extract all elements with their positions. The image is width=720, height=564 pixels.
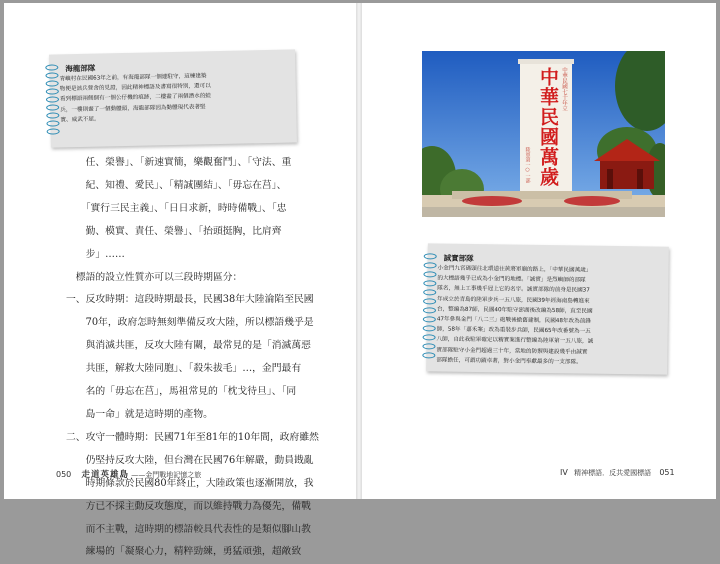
spiral-ring-icon	[423, 298, 436, 304]
body-line: 島一命」就是這時期的產物。	[66, 408, 213, 420]
note-title: 海龍部隊	[65, 63, 96, 74]
note-line: 實部隊駐守小金門超過三十年，當地的防禦與建設幾乎由誠實	[436, 347, 588, 356]
spiral-ring-icon	[45, 72, 58, 78]
note-line: 青嶼村在民國63年之前，有海龍部隊一個連駐守，這棟建築	[59, 73, 207, 83]
note-line: 看到標語兩側個有一個公仔機的痕跡，二樓畫了兩個潛水的蛙	[59, 93, 212, 103]
body-line: 二、攻守一體時期：民國71年至81年的10年間，政府雖然	[66, 431, 319, 443]
spiral-ring-icon	[46, 88, 59, 94]
note-line: 物便是該兵營舍的見證，因此精神標語及書寫很特別，還可以	[59, 83, 211, 93]
body-line: 共匪，解救大陸同胞」、「殺朱拔毛」…，金門最有	[66, 363, 302, 375]
spiral-ring-icon	[46, 112, 59, 118]
spiral-ring-icon	[423, 325, 436, 331]
sidebar-note-chengshi	[426, 243, 669, 374]
monument-photo	[422, 51, 665, 217]
spiral-ring-icon	[424, 253, 437, 259]
section-title: 精神標語．反共愛國標語	[574, 469, 652, 477]
spiral-ring-icon	[422, 352, 435, 358]
spiral-ring-icon	[46, 96, 59, 102]
body-line: 仍堅持反攻大陸，但台灣在民國76年解嚴，動員戡亂	[66, 454, 314, 466]
body-line: 標語的設立性質亦可以三段時期區分：	[66, 271, 243, 283]
body-line: 一、反攻時期：這段時期最長，民國38年大陸淪陷至民國	[66, 294, 314, 306]
body-line: 任、榮譽」、「新速實簡，樂觀奮鬥」、「守法、重	[66, 157, 292, 168]
note-line: 台，整編為87師，民國40年駐守澎湖後改編為58師，直至民國	[436, 306, 593, 315]
note-line: 年成立於青島的陸軍步兵一五八旅，民國39年經海南島轉進來	[437, 296, 590, 305]
sidebar-note-hailong	[49, 49, 297, 147]
spiral-ring-icon	[46, 120, 59, 126]
spiral-ring-icon	[423, 334, 436, 340]
spiral-ring-icon	[423, 289, 436, 295]
spiral-ring-icon	[46, 80, 59, 86]
spiral-ring-icon	[46, 104, 59, 110]
note-line: 隊名，無上工事幾乎冠上它的名字。誠實部隊的前身是民國37	[437, 285, 590, 294]
body-text	[66, 152, 319, 564]
note-title: 誠實部隊	[443, 253, 474, 263]
note-text	[59, 70, 292, 126]
left-footer	[56, 468, 201, 480]
book-subtitle: ——金門戰地記憶之旅	[131, 471, 202, 479]
right-footer	[560, 468, 675, 478]
note-line: 部隊擔任，可謂功蹟卓著，對小金門奉獻最多的一支部隊。	[436, 357, 582, 366]
body-line: 「實行三民主義」、「日日求新，時時備戰」、「忠	[66, 202, 287, 214]
note-line: 八師，自此我駐軍確定以精實案進行整編為陸軍第一五八旅，誠	[436, 336, 594, 346]
body-line: 方已不採主動反攻態度，而以維持戰力為優先，備戰	[66, 500, 311, 512]
book-spine	[356, 3, 362, 499]
spiral-ring-icon	[47, 128, 60, 134]
book-title: 走道英雄島	[81, 470, 130, 480]
note-line: 47年參與金門「八二三」砲戰後撤舊建制，民國48年改為前鋒	[436, 316, 591, 325]
page-number: 051	[659, 468, 675, 477]
monument-side-inscription: 中華民國七十年立	[561, 67, 567, 111]
spiral-ring-icon	[423, 280, 436, 286]
body-line: 70年，政府怎時無刻準備反攻大陸，所以標語幾乎是	[66, 317, 314, 329]
note-line: 小金門九宮碼頭往北環道往黃將軍廟的路上，「中華民國萬歲」	[437, 265, 592, 274]
spiral-ring-icon	[423, 307, 436, 313]
spiral-ring-icon	[422, 343, 435, 349]
section-number: IV	[560, 468, 568, 477]
monument-inscription: 中華民國萬歲	[537, 67, 559, 187]
note-text	[436, 263, 665, 368]
note-line: 兵，一樓則畫了一個動體頭，海龍部隊因為勤體現代表著堅	[60, 103, 206, 113]
spiral-ring-icon	[423, 316, 436, 322]
body-line: 時期條款於民國80年終止，大陸政策也逐漸開放，我	[66, 477, 314, 489]
body-line: 而不主戰，這時期的標語較具代表性的是類似腳山教	[66, 523, 311, 535]
body-line: 紀、知禮、愛民」、「精誠團結」、「毋忘在莒」、	[66, 179, 287, 191]
monument-unit-inscription: 陸軍第一○一部	[524, 147, 531, 183]
body-line: 練場的「凝聚心力，精粹勁練，勇猛頑強，超敵致	[66, 546, 302, 558]
spiral-ring-icon	[45, 64, 58, 70]
note-line: 實、威武不屈。	[60, 116, 100, 124]
note-line: 的大標語幾乎已成為小金門的地標。「誠實」是烈嶼師的部隊	[437, 275, 586, 284]
body-line: 名的「毋忘在莒」，馬祖常見的「枕戈待旦」、「同	[66, 386, 297, 398]
body-line: 與消滅共匪，反攻大陸有關，最常見的是「消滅萬惡	[66, 340, 311, 352]
body-line: 步」……	[66, 248, 125, 260]
spiral-ring-icon	[423, 271, 436, 277]
body-line: 勤、模實、責任、榮譽」、「抬頭挺胸，比肩齊	[66, 225, 282, 237]
page-number: 050	[56, 470, 72, 479]
note-line: 師，58年「嘉禾案」改為重裝步兵師，民國65年改番號為一五	[436, 326, 591, 335]
spiral-ring-icon	[424, 262, 437, 268]
